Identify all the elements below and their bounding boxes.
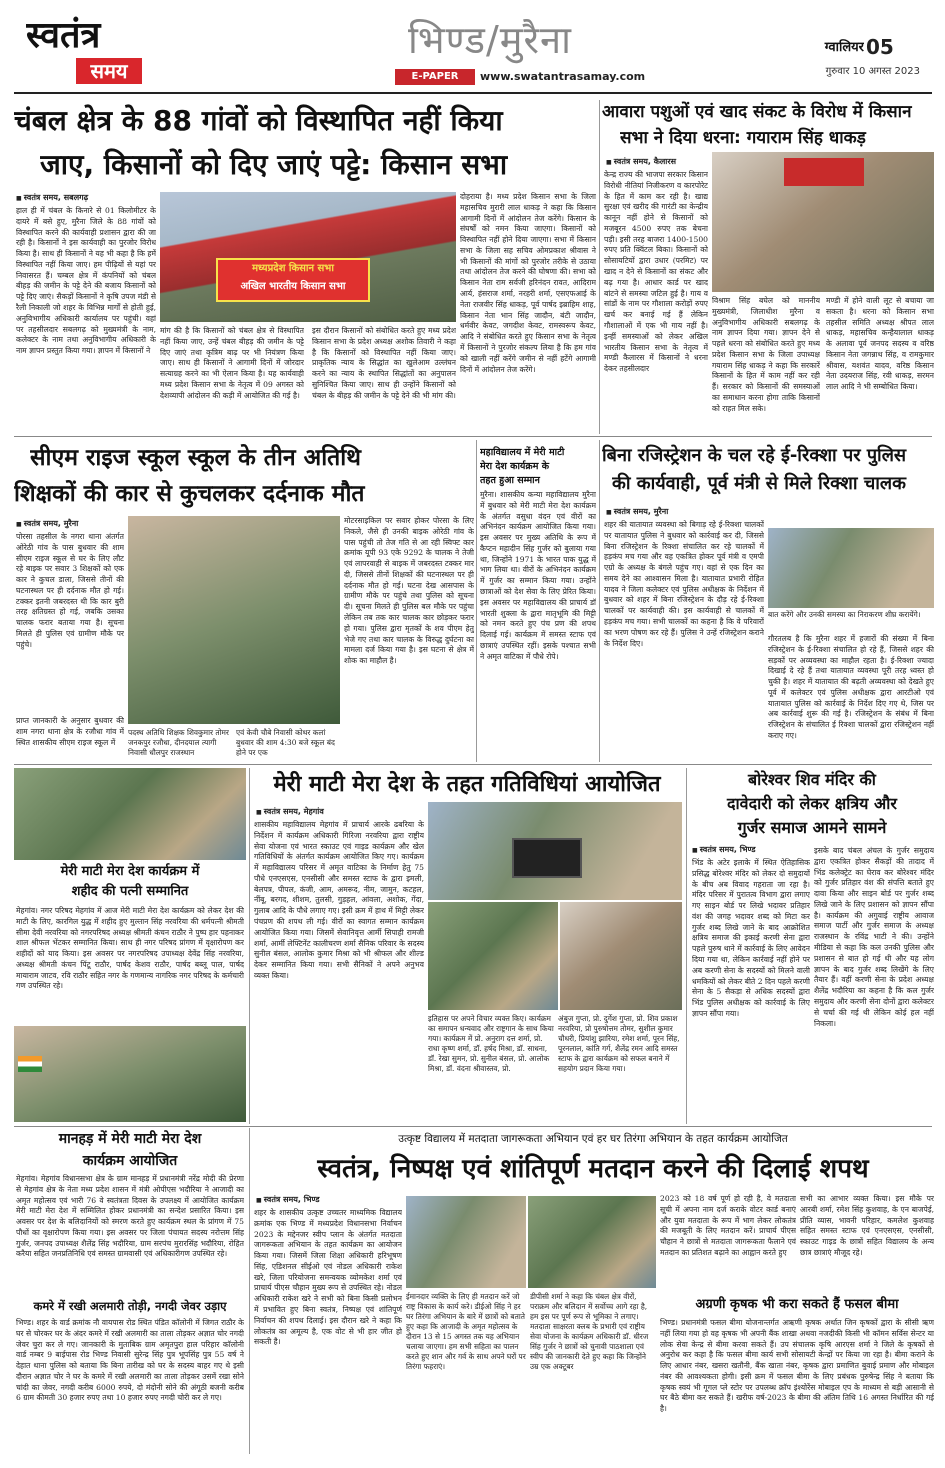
edition-title: भिण्ड/मुरैना [408, 18, 572, 62]
story11-photo2 [528, 1196, 656, 1288]
story7-text: शासकीय महाविद्यालय मेहगांव में प्राचार्य आरके ढबरिया के निर्देशन में कार्यक्रम अधिकारी गिरिजा नरवरिया द्वारा राष्ट्रीय सेवा योजना एवं भारत स्काउट एवं गाइड कार्यक्रम और खेल गतिविधियों के अंतर्गत कार्यक्रम आयोजित किए गए। कार्यक्रम में महाविद्यालय परिसर में अमृत वाटिका के निर्माण हेतु 75 पौधे एनएसएस, एनसीसी और समस्त स्टाफ के द्वारा इमली, बेलपत्र, पीपल, कंजी, आम, अमरूद, नीम, जामुन, कटहल, नींबू, बरगद, शीशम, तुलसी, गुड़हल, आंवला, अशोक, गेंदा, गुलाब आदि के पौधे लगाए गए। इसी क्रम में हाथ में मिट्टी लेकर पंचप्रण की शपथ ली गई। वीरों का स्वागत सम्मान कार्यक्रम आयोजित किया गया। जिसमें सेवानिवृत्त आर्मी सिपाही रामजी शर्मा, आर्मी लेफ्टिनेंट कालीचरण शर्मा सैनिक परिवार के सदस्य सुनील बंसल, आलोक कुमार मिश्रा को भी श्रीफल और शील्ड देकर सम्मानित किया गया। सभी सैनिकों ने अपने अनुभव व्यक्त किया। [254, 820, 424, 980]
story10-headline: कमरे में रखी अलमारी तोड़ी, नगदी जेवर उड़ाए [33, 1299, 227, 1313]
story7-byline: ■ स्वतंत्र समय, मेहगांव [256, 806, 396, 818]
logo [18, 14, 148, 86]
story3-col3: मोटरसाइकिल पर सवार होकर पोरसा के लिए निकले, जैसे ही उनकी बाइक ओरेठी गांव के पास पहुंची तो तेज गति से आ रही स्विफ्ट कार क्रमांक यूपी 93 एके 9292 के चालक ने तेजी एवं लापरवाही से बाइक में जबरदस्त टक्कर मार दी, जिससे तीनों शिक्षकों की घटनास्थल पर ही दर्दनाक मौत हो गई। घटना देख आसपास के ग्रामीण मौके पर पहुंचे तथा पुलिस को सूचना दी। सूचना मिलते ही पुलिस बल मौके पर पहुंचा लेकिन तब तक कार चालक कार छोड़कर फरार हो गया। पुलिस द्वारा मृतकों के शव पीएम हेतु भेजे गए तथा कार चालक के विरुद्ध दुर्घटना का मामला दर्ज किया गया है। इस घटना से क्षेत्र में शोक का माहौल है। [344, 516, 474, 666]
col-divider [249, 1128, 250, 1454]
story8-headline-line3: गुर्जर समाज आमने सामने [737, 818, 887, 837]
story6-headline-line2: शहीद की पत्नी सम्मानित [71, 884, 189, 899]
story7-caption1: इतिहास पर अपने विचार व्यक्त किए। कार्यक्रम का समापन धन्यवाद और राष्ट्रगान के साथ किया गया। कार्यक्रम में प्रो. अनुराग दत्त शर्मा, प्रो. राधा कृष्ण शर्मा, डॉ. हर्षद मिश्रा, डॉ. साधना, डॉ. रेखा सुमन, प्रो. सुनील बंसल, प्रो. आलोक मिश्रा, डॉ. वंदना श्रीवास्तव, प्रो. [428, 1014, 554, 1073]
story11-col4: सभी का आभार व्यक्त किया। इस मौके पर आरबी शर्मा, रमेश सिंह कुशवाह, के एन बाजपेई, प्रीति व्यास, भावनी परिहार, कमलेश कुशवाह सहित समस्त स्टाफ एवं एनएसएस, एनसीसी, स्काउट गाइड के छात्रों सहित विद्यालय के अन्य छात्र छात्राएं मौजूद रहे। [800, 1194, 934, 1257]
story5-caption: बात करेंगे और उनकी समस्या का निराकरण शीघ्र करायेंगे। [768, 610, 921, 619]
story7-headline: मेरी माटी मेरा देश के तहत गतिविधियां आयोजित [273, 772, 661, 797]
story8-byline: ■ स्वतंत्र समय, भिण्ड [692, 844, 812, 856]
story8-headline-line1: बोरेश्वर शिव मंदिर की [748, 770, 876, 789]
section-rule-2 [14, 764, 932, 765]
col-divider [476, 440, 477, 762]
story1-col4: दोहराया है। मध्य प्रदेश किसान सभा के जिला महासचिव मुरारी लाल धाकड़ ने कहा कि किसान आगामी दिनों में आंदोलन तेज करेंगे। किसान के संघर्षों को नमन किया जाएगा। किसानों को विस्थापित नहीं होने दिया जाएगा। सभा में किसान सभा के जिला सह सचिव ओमप्रकाश श्रीवास ने भी किसानों की मांगों को पुरजोर तरीके से उठाया तथा आंदोलन तेज करने की घोषणा की। सभा को किसान नेता राम सर्वजी हरिनंदन रावत, आदिराम आर्य, हंसराज शर्मा, नरहरी शर्मा, एसएफआई के नेता राजवीर सिंह धाकड़, पूर्व पार्षद इब्राहिम शाह, किसान नेता भान सिंह जादौन, बंटी जादौन, धर्मवीर केवट, जगदीश केवट, रामस्वरूप केवट, आदि ने संबोधित करते हुए किसान सभा के नेतृत्व में किसानों ने पुरजोर संकल्प लिया है कि हम गांव को खाली नहीं करेंगे जमीन से नहीं हटेंगे आगामी दिनों में आंदोलन तेज करेंगे। [460, 192, 596, 374]
story6-headline-line1: मेरी माटी मेरा देश कार्यक्रम में [60, 864, 200, 879]
story3-headline-line2: शिक्षकों की कार से कुचलकर दर्दनाक मौत [14, 481, 365, 507]
story4-text: मुरैना। शासकीय कन्या महाविद्यालय मुरैना में बुधवार को मेरी माटी मेरा देश कार्यक्रम के अंतर्गत वसुधा वंदन एवं वीरों का अभिनंदन कार्यक्रम आयोजित किया गया। इस अवसर पर मुख्य अतिथि के रूप में कैप्टन महादीन सिंह गुर्जर को बुलाया गया था, जिन्होंने 1971 के भारत पाक युद्ध में भाग लिया था। वीरों के अभिनंदन कार्यक्रम में गुर्जर का सम्मान किया गया। उन्होंने छात्राओं को देश सेवा के लिए प्रेरित किया। इस अवसर पर महाविद्यालय की प्राचार्य डॉ भारती शुक्ला के द्वारा मातृभूमि की मिट्टी को नमन करते हुए पंच प्रण की शपथ दिलाई गई। कार्यक्रम में समस्त स्टाफ एवं छात्राएं उपस्थित रहीं। इसके पश्चात सभी ने अमृत वाटिका में पौधे रोपे। [480, 490, 596, 661]
story5-headline-line1: बिना रजिस्ट्रेशन के चल रहे ई-रिक्शा पर पुलिस [602, 445, 907, 466]
story6-text: मेहगांव। नगर परिषद मेहगांव में आज मेरी माटी मेरा देश कार्यक्रम को लेकर देश की माटी के लिए, कारगिल युद्ध में शहीद हुए मुल्तान सिंह नरवरिया की धर्मपत्नी श्रीमती सीमा देवी नरवरिया को नगरपरिषद अध्यक्ष श्रीमती कंचन राठौर ने पुष्प हार पहनाकर शाल श्रीफल भेंटकर सम्मानित किया। साथ ही नगर परिषद प्रांगण में वृक्षारोपण कर शहीदों को याद किया। इस अवसर पर नगरपरिषद उपाध्यक्ष देवेंद्र सिंह नरवरिया, अध्यक्ष श्रीमती कंचन पिंटू राठौर, पार्षद केशव राठौर, पार्षद बब्लू पाल, पार्षद मायाराम जाटव, रवि राठौर सहित नगर के गणमान्य नागरिक नगर परिषद के कर्मचारी गण उपस्थित रहे। [16, 906, 244, 991]
story8-headline-line2: दावेदारी को लेकर क्षत्रिय और [727, 794, 897, 813]
story5-col2: गौरतलब है कि मुरैना शहर में हजारों की संख्या में बिना रजिस्ट्रेशन के ई-रिक्शा संचालित हो रहे हैं, जिससे शहर की सड़कों पर अव्यवस्था का माहौल रहता है। ई-रिक्शा ज्यादा दिखाई दे रहे हैं तथा यातायात व्यवस्था पूरी तरह ध्वस्त हो चुकी है। शहर में यातायात की बढ़ती अव्यवस्था को देखते हुए पूर्व में कलेक्टर एवं पुलिस अधीक्षक द्वारा आरटीओ एवं यातायात पुलिस को कार्रवाई के निर्देश दिए गए थे, जिस पर अब कार्रवाई शुरू की गई है। रजिस्ट्रेशन के संबंध में बिना रजिस्ट्रेशन के संचालित ई रिक्शा चालकों द्वारा रजिस्ट्रेशन नहीं कराए गए। [768, 634, 934, 741]
epaper-label: E-PAPER [411, 71, 459, 82]
story7-photo2 [428, 902, 558, 1010]
story8-col2: इसके बाद चंबल अंचल के गुर्जर समुदाय द्वारा एकत्रित होकर सैकड़ों की तादाद में भिंड कलेक्ट्रेट का घेराव कर बोरेश्वर मंदिर को गुर्जर प्रतिहार वंश की संपत्ति बताते हुए दावा किया और साइन बोर्ड पर गुर्जर शब्द लिखे जाने के लिए प्रशासन को ज्ञापन सौंपा है। कार्यक्रम की अगुवाई राष्ट्रीय आवाज समाज पार्टी और गुर्जर समाज के अध्यक्ष राजस्थान के रविंद्र भाटी ने की। उन्होंने मीडिया से कहा कि कल उनकी पुलिस और प्रशासन से बात हो गई थी और यह लोग ज्ञापन के बाद गुर्जर शब्द लिखेंगे के लिए तैयार हैं। वहीं करणी सेना के प्रदेश अध्यक्ष शैलेंद्र भदौरिया का कहना है कि कल गुर्जर समुदाय और करणी सेना दोनों द्वारा कलेक्टर से चर्चा की गई थी लेकिन कोई हल नहीं निकला। [814, 846, 934, 1028]
logo-bottom-text: समय [90, 59, 128, 83]
story3-photo [128, 516, 340, 724]
story3-col1b: प्राप्त जानकारी के अनुसार बुधवार की शाम नगरा थाना क्षेत्र के रजौधा गांव में स्थित शासकीय सीएम राइज स्कूल में [16, 716, 124, 747]
story10-text: भिण्ड। शहर के वार्ड क्रमांक नौ वायपास रोड स्थित पंडित कॉलोनी में जिगत राठौर के घर से चोरकर घर के अंदर कमरे में रखी अलमारी का ताला तोड़कर अज्ञात चोर नगदी जेवर चुरा कर ले गए। जानकारी के मुताबिक ग्राम अमृतपुरा हाल परिहार कॉलोनी वार्ड नम्बर 9 बाईपास रोड भिण्ड निवासी सुरेन्द्र सिंह पुत्र भूपसिंह पुत्र 55 वर्ष ने देहात थाना पुलिस को बताया कि बिना तारीख को घर के सदस्य बाहर गए थे इसी दौरान अज्ञात चोर ने घर के कमरे में रखी अलमारी का ताला तोड़कर उसमें रखा सोने चांदी का जेवर, नगदी करीब 6000 रुपये, दो मंदोनी सोने की अंगूठी बजनी करीब 6 ग्राम कीमती 30 हजार रुपए तथा 10 हजार रुपए नगदी चोरी कर ले गए। [16, 1318, 244, 1403]
masthead [0, 0, 945, 92]
story9-text: मेहगांव। मेहगांव विधानसभा क्षेत्र के ग्राम मानहड़ में प्रधानमंत्री नरेंद्र मोदी की प्रेरणा से मेहगांव क्षेत्र के नेता मध्य प्रदेश शासन में मंत्री ओपीएस भदौरिया ने आजादी का अमृत महोत्सव एवं भारी 76 वे स्वतंत्रता दिवस के उपलक्ष्य में आयोजित कार्यक्रम मेरी माटी मेरा देश में सम्मिलित होकर प्रधानमंत्री का सन्देश प्रसारित किया। इस अवसर पर देश के बलिदानियों को स्मरण करते हुए कार्यक्रम स्थल के प्रांगण में 75 पौधों का वृक्षारोपण किया गया। इस अवसर पर जिला पंचायत सदस्य नरोत्तम सिंह गुर्जर, जनपद उपाध्यक्ष शैलेंद्र सिंह भदौरिया, ग्राम सरपंच मुरारसिंह भदौरिया, रोहित करैया सहित जनप्रतिनिधि एवं समस्त ग्रामवासी एवं अधिकारीगण उपस्थित रहे। [16, 1174, 244, 1259]
city-label: ग्वालियर [824, 40, 864, 55]
story2-col1: केन्द्र राज्य की भाजपा सरकार किसान विरोधी नीतियां निजीकरण व कारपोरेट के हित में काम कर रही है। खाद्य सुरक्षा एवं खरीद की गारंटी का केन्द्रीय कानून नहीं होने से किसानों को मजबूरन 4500 रुपए तक बेचना पड़ी। इसी तरह बाजरा 1400-1500 रुपए प्रति क्विंटल बिका। किसानों को सोसायटियों द्वारा उधार (परमिट) पर खाद न देने से किसानों का संकट और बढ़ गया है। आधार कार्ड पर खाद बांटने से समस्या जटिल हुई है। गाय व सांडों के नाम पर गौशाला करोड़ों रुपए खर्च कर बनाई गई हैं लेकिन गौशालाओं में एक भी गाय नहीं है। इन्हीं समस्याओं को लेकर अखिल भारतीय किसान सभा के नेतृत्व में मण्डी कैलारस में किसानों ने धरना देकर तहसीलदार [604, 170, 708, 374]
story3-caption2: एवं केवी चौबे निवासी कोथर कलां बुधवार की शाम 4:30 बजे स्कूल बंद होने पर एक [236, 728, 335, 757]
story2-photo [712, 152, 934, 292]
epaper-badge [395, 69, 475, 85]
story11-kicker: उत्कृष्ट विद्यालय में मतदाता जागरूकता अभियान एवं हर घर तिरंगा अभियान के तहत कार्यक्रम आयोजित [398, 1133, 788, 1145]
col-divider [599, 100, 600, 434]
story1-photo-banner [216, 258, 370, 302]
story11-col3: 2023 को 18 वर्ष पूर्ण हो रही है, वे मतदाता सूची में अपना नाम दर्ज कराके वोटर कार्ड बनाएं और युवा मतदाता के रूप में भाग लेकर लोकतंत्र की मजबूती के लिए मतदान करें। प्राचार्य पीएस चौहान ने छात्रों से मतदाता जागरूकता फैलाने एवं मतदान का प्रतिशत बढ़ाने का आह्वान करते हुए [660, 1194, 796, 1257]
story1-headline-line2: जाए, किसानों को दिए जाएं पट्टे: किसान सभा [40, 148, 508, 181]
story1-col1: हाल ही में चंबल के किनारे से 01 किलोमीटर के दायरे में बसे हुए, मुरैना जिले के 88 गांवों को विस्थापित करने की कार्यवाही प्रशासन द्वारा की जा रही है। किसानों ने इस कार्यवाही का पुरजोर विरोध किया है। साथ ही किसानों ने यह भी कहा है कि हमें विस्थापित नहीं किया जाए। हम पीढ़ियों से यहां पर निवासरत हैं। चम्बल क्षेत्र में कंपनियों को चंबल बीहड़ की जमीन के पट्टे देने की बजाय किसानों को पट्टे दिए जाएं। सैकड़ों किसानों ने कृषि उपज मंडी से रैली निकाली जो शहर के विभिन्न मार्गों से होती हुई, अनुविभागीय अधिकारी कार्यालय पर पहुंची। वहां पर तहसीलदार सबलगढ़ को मुख्यमंत्री के नाम, कलेक्टर के नाम तथा अनुविभागीय अधिकारी के नाम ज्ञापन प्रस्तुत किया गया। ज्ञापन में किसानों ने [16, 206, 156, 356]
story4-headline-line3: तहत हुआ सम्मान [480, 475, 540, 486]
col-divider [249, 768, 250, 1124]
story11-col1: शहर के शासकीय उत्कृष्ट उच्चतर माध्यमिक विद्यालय क्रमांक एक भिण्ड में मध्यप्रदेश विधानसभा निर्वाचन 2023 के मद्देनजर स्वीप प्लान के अंतर्गत मतदाता जागरूकता अभियान के तहत कार्यक्रम का आयोजन किया गया। जिसमें जिला शिक्षा अधिकारी हरिभूषण सिंह, एडिशनल सीईओ एवं नोडल अधिकारी राकेश खरे, जिला परियोजना समन्वयक व्योमकेश शर्मा एवं प्राचार्य पीएस चौहान मुख्य रूप से उपस्थित रहे। नोडल अधिकारी राकेश खरे ने सभी को बिना किसी प्रलोभन में प्रभावित हुए बिना स्वतंत्र, निष्पक्ष एवं शांतिपूर्ण निर्वाचन की शपथ दिलाई। इस दौरान खरे ने कहा कि लोकतंत्र का अमूल्य है, एक वोट से भी हार जीत हो सकती है। [254, 1208, 402, 1347]
story6-photo [14, 768, 246, 860]
logo-top-text: स्वतंत्र [26, 15, 101, 56]
story1-byline: ■ स्वतंत्र समय, सबलगढ़ [16, 192, 196, 204]
story5-col1: शहर की यातायात व्यवस्था को बिगाड़ रहे ई-रिक्शा चालकों पर यातायात पुलिस ने बुधवार को कार्रवाई कर दी, जिससे बिना रजिस्ट्रेशन के रिक्शा संचालित कर रहे चालकों में हड़कंप मच गया और वह एकत्रित होकर पूर्व मंत्री व एमपी एग्रो के अध्यक्ष के बंगले पहुंच गए। वहां से एक दिन का समय देने का आश्वासन मिला है। यातायात प्रभारी रोहित यादव ने जिला कलेक्टर एवं पुलिस अधीक्षक के निर्देशन में बुधवार को शहर में बिना रजिस्ट्रेशन के दौड़ रहे ई-रिक्शा चालकों पर कार्यवाही की। इस कार्यवाही से चालकों में हड़कंप मच गया। सभी चालकों का कहना है कि वे परिवारों का भरण पोषण कर रहे हैं। पुलिस ने उन्हें रजिस्ट्रेशन कराने के निर्देश दिए। [604, 520, 764, 648]
story11-photo1 [406, 1196, 526, 1288]
story2-headline-line2: सभा ने दिया धरना: गयाराम सिंह धाकड़ [620, 128, 866, 148]
story1-banner-line2: अखिल भारतीय किसान सभा [240, 281, 346, 292]
story2-byline: ■ स्वतंत्र समय, कैलारस [606, 156, 756, 168]
page-number: 05 [866, 35, 894, 59]
story11-byline: ■ स्वतंत्र समय, भिण्ड [256, 1194, 396, 1206]
logo-red-box [76, 58, 142, 84]
story9-headline-line2: कार्यक्रम आयोजित [82, 1153, 178, 1169]
masthead-rule [14, 92, 932, 94]
story5-photo [768, 528, 934, 608]
section-rule-1 [14, 436, 932, 437]
section-rule-3 [14, 1126, 932, 1127]
story7-photo1 [428, 802, 682, 900]
story3-byline: ■ स्वतंत्र समय, मुरैना [16, 518, 156, 530]
story9-headline-line1: मानहड़ में मेरी माटी मेरा देश [58, 1131, 202, 1147]
story6-photo2 [14, 1026, 246, 1122]
story1-col2: मांग की है कि किसानों को चंबल क्षेत्र से विस्थापित नहीं किया जाए, उन्हें चंबल बीहड़ की जमीन के पट्टे दिए जाएं तथा कृत्रिम बाढ़ पर भी नियंत्रण किया जाए। साथ ही किसानों ने आगामी दिनों में जोरदार सत्याग्रह करने का भी ऐलान किया है। यह कार्यवाही मध्य प्रदेश किसान सभा के नेतृत्व में 09 अगस्त को देशव्यापी आंदोलन की कड़ी में आयोजित की गई है। [160, 326, 304, 400]
story11-caption1: ईमानदार व्यक्ति के लिए ही मतदान करें जो राष्ट्र विकास के कार्य करे। डीईओ सिंह ने हर घर तिरंगा अभियान के बारे में छात्रों को बताते हुए कहा कि आजादी के अमृत महोत्सव के दौरान 13 से 15 अगस्त तक यह अभियान चलाया जाएगा। हम सभी सहिता का पालन करते हुए शान और गर्व के साथ अपने घरों पर तिरंगा फहराएं। [406, 1292, 526, 1371]
story7-photo3 [560, 902, 682, 1010]
story3-col1: पोरसा तहसील के नगरा थाना अंतर्गत ओरेठी गांव के पास बुधवार की शाम सीएम राइज स्कूल से घर के लिए लौट रहे बाइक पर सवार 3 शिक्षकों को एक कार ने कुचल डाला, जिससे तीनों की घटनास्थल पर ही दर्दनाक मौत हो गई। टक्कर इतनी जबरदस्त थी कि कार बुरी तरह क्षतिग्रस्त हो गई, जबकि उसका चालक फरार बताया गया है। सूचना मिलते ही पुलिस एवं ग्रामीण मौके पर पहुंचे। [16, 532, 124, 649]
flag-icon [18, 1056, 42, 1072]
story4-headline-line2: मेरा देश कार्यक्रम के [480, 461, 549, 472]
story1-headline-line1: चंबल क्षेत्र के 88 गांवों को विस्थापित नहीं किया [14, 104, 503, 137]
story4-headline-line1: महाविद्यालय में मेरी माटी [480, 447, 565, 458]
date-label: गुरुवार 10 अगस्त 2023 [825, 66, 920, 77]
story8-col1: भिंड के अटेर इलाके में स्थित ऐतिहासिक प्रसिद्ध बोरेश्वर मंदिर को लेकर दो समुदायों के बीच अब विवाद गहराता जा रहा है। मंदिर परिसर में पुरातत्व विभाग द्वारा लगाए गए साइन बोर्ड पर लिखे भदावर प्रतिहार वंश की जगह भदावर शब्द को मिटा कर गुर्जर शब्द लिखे जाने के बाद आक्रोशित क्षत्रिय समाज की इकाई करणी सेना द्वारा पहले पुरुष थाने में कार्रवाई के लिए आवेदन दिया गया था, लेकिन कार्रवाई नहीं होने पर अब करणी सेना के सदस्यों को मिलने वाली धमकियों को लेकर बीते 2 दिन पहले करणी सेना के 5 सैकड़ा से अधिक सदस्यों द्वारा भिंड पुलिस अधीक्षक को कार्रवाई के लिए ज्ञापन सौंपा गया। [692, 858, 810, 1018]
story5-headline-line2: की कार्यवाही, पूर्व मंत्री से मिले रिक्शा चालक [612, 473, 906, 494]
screen-display [512, 838, 582, 878]
story2-headline-line1: आवारा पशुओं एवं खाद संकट के विरोध में किसान [602, 102, 912, 122]
col-divider [686, 768, 687, 1124]
website-link[interactable]: www.swatantrasamay.com [480, 70, 646, 83]
story1-col3: इस दौरान किसानों को संबोधित करते हुए मध्य प्रदेश किसान सभा के प्रदेश अध्यक्ष अशोक तिवारी ने कहा है कि किसानों को विस्थापित नहीं किया जाए। प्राकृतिक न्याय के सिद्धांत का खुलेआम उल्लंघन करने का न्याय के स्थापित सिद्धांतों का अनुपालन सुनिश्चित किया जाए। साथ ही उन्होंने किसानों को चंबल के बीहड़ की जमीन के पट्टे देने की भी मांग की। [312, 326, 456, 400]
story12-text: भिण्ड। प्रधानमंत्री फसल बीमा योजनान्तर्गत अऋणी कृषक अर्थात जिन कृषकों द्वारा के सीसी ऋण नहीं लिया गया हो वह कृषक भी अपनी बैंक शाखा अथवा नजदीकी किसी भी कॉमन सर्विस सेन्टर या लोक सेवा केन्द्र से बीमा करवा सकते हैं। उप संचालक कृषि आरएस शर्मा ने जिले के कृषकों से अनुरोध कर कहा है कि फसल बीमा कार्य सभी सोसायटी केन्द्रों पर किया जा रहा है। बीमा कराने के लिए आधार नंबर, खसरा खतौनी, बैंक खाता नंबर, कृषक द्वारा प्रमाणित बुवाई प्रमाण और मोबाइल नंबर की आवश्यकता होगी। इसी क्रम में फसल बीमा के लिए प्रबंधक पुरुषेन्द्र सिंह ने बताया कि कृषक स्वयं भी गूगल प्ले स्टोर पर उपलब्ध क्रॉप इंश्योरेंस मोबाइल एप के माध्यम से बड़ी आसानी से घर बैठे बीमा कर सकते हैं। खरीफ वर्ष-2023 के बीमा की अंतिम तिथि 16 अगस्त निर्धारित की गई है। [660, 1318, 934, 1414]
story3-caption1: पदस्थ अतिथि शिक्षक शिवकुमार तोमर जनकपुर रजौधा, दीनदयाल त्यागी निवासी धौलपुर राजस्थान [128, 728, 229, 757]
story2-col2: विश्राम सिंह बघेल को माननीय मुख्यमंत्री, जिलाधीश मुरैना व अनुविभागीय अधिकारी सबलगढ़ के नाम ज्ञापन दिया गया। ज्ञापन देने से पहले धरना को संबोधित करते हुए मध्य प्रदेश किसान सभा के जिला उपाध्यक्ष गयाराम सिंह धाकड़ ने कहा कि सरकारें किसानों के हित में काम नहीं कर रही हैं। सरकार को किसानों की समस्याओं का समाधान करना होगा ताकि किसानों को राहत मिल सके। [712, 296, 820, 413]
story12-headline: अग्रणी कृषक भी करा सकते हैं फसल बीमा [695, 1297, 899, 1312]
story3-headline-line1: सीएम राइज स्कूल स्कूल के तीन अतिथि [30, 445, 361, 471]
story7-caption2: अंबुज गुप्ता, प्रो. दुर्गेश गुप्ता, प्रो. शिव प्रकाश नरवरिया, प्रो पुरुषोत्तम तोमर, सुशील कुमार चौधरी, प्रियांशु झारिया, रमेश शर्मा, पूरन सिंह, पूरनलाल, कांति गर्ग, शैलेंद्र रमन आदि समस्त स्टाफ के द्वारा कार्यक्रम को सफल बनाने में सहयोग प्रदान किया गया। [558, 1014, 680, 1073]
story2-photo-banner [784, 158, 864, 186]
col-divider [599, 440, 600, 762]
story1-photo [160, 192, 456, 322]
story11-caption2: डीपीसी शर्मा ने कहा कि चंबल क्षेत्र वीरों, पराक्रम और बलिदान में सर्वोच्च आगे रहा है, हम इस पर पूर्ण रूप से भूमिका ने लगाए। मतदाता साक्षरता क्लब के प्रभारी एवं राष्ट्रीय सेवा योजना के कार्यक्रम अधिकारी डॉ. धीरज सिंह गुर्जर ने छात्रों को चुनावी पाठशाला एवं स्वीप की जानकारी देते हुए कहा कि जिन्होंने उम्र एक अक्टूबर [530, 1292, 649, 1371]
story1-banner-line1: मध्यप्रदेश किसान सभा [252, 263, 334, 274]
story2-col3: मण्डी में होने वाली लूट से बचाया जा सकता है। धरना को किसान सभा तहसील समिति अध्यक्ष श्रीपत लाल धाकड़, महासचिव कन्हैयालाल धाकड़ के अलावा पूर्व जनपद सदस्य व वरिष्ठ किसान नेता जगन्नाथ सिंह, व रामकुमार श्रीवास, यशवंत यादव, वरिष्ठ किसान नेता उदयराज सिंह, रवी धाकड़, सरमन लाल आदि ने भी सम्बोधित किया। [826, 296, 934, 392]
story5-byline: ■ स्वतंत्र समय, मुरैना [606, 506, 756, 518]
story11-headline: स्वतंत्र, निष्पक्ष एवं शांतिपूर्ण मतदान करने की दिलाई शपथ [317, 1154, 869, 1184]
